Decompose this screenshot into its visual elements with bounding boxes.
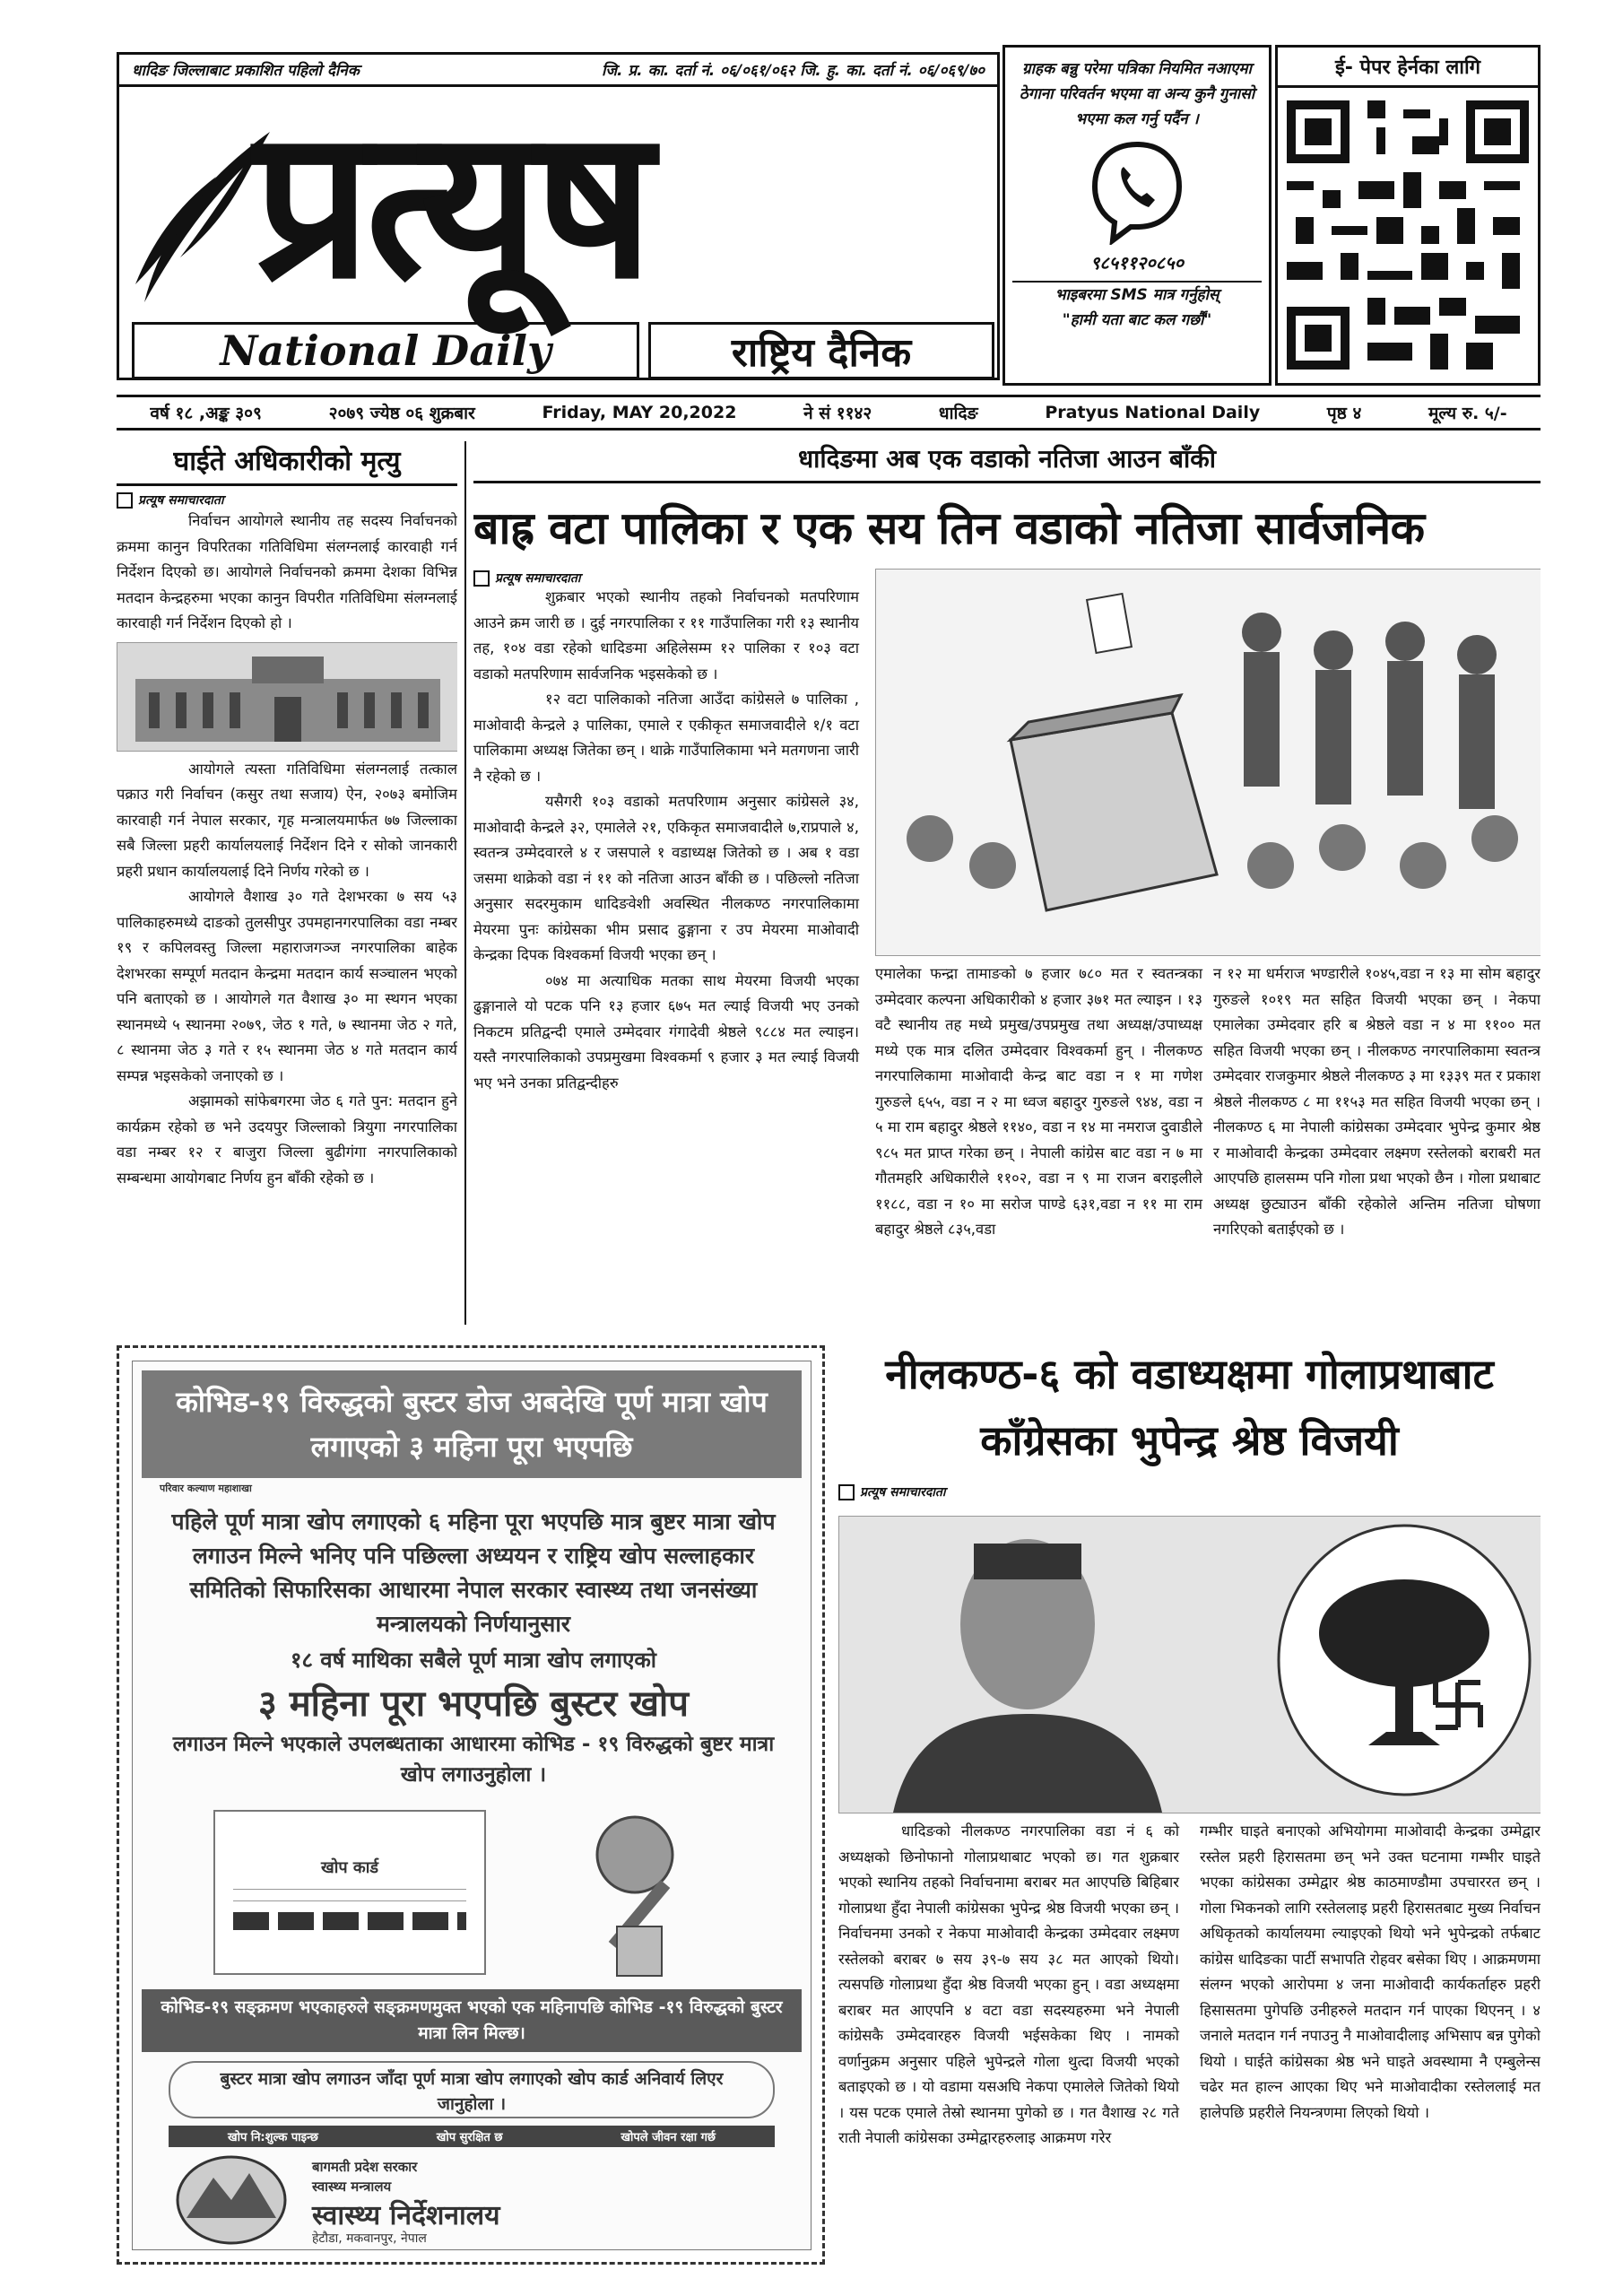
vaccine-card [213, 1810, 486, 1975]
main-col-1 [473, 585, 859, 1096]
left-para-3: आयोगले वैशाख ३० गते देशभरका ७ सय ५३ पालिकाहरुमध्ये दाङको तुलसीपुर उपमहानगरपालिका वडा नम्बर १९ र कपिलवस्तु जिल्ला महाराजगञ्ज नगरपालिका बाहेक देशभरका सम्पूर्ण मतदान केन्द्रमा मतदान कार्य सञ्चालन भएको पनि बताएको छ । आयोगले गत वैशाख ३० मा स्थगन भएका स्थानमध्ये ५ स्थानमा २०७९, जेठ १ गते, ७ स्थानमा जेठ २ गते, ८ स्थानमा जेठ ३ गते र १५ स्थानमा जेठ ४ गते मतदान कार्य सम्पन्न भइसकेको जनाएको छ । [117, 888, 457, 1084]
english-name: National Daily [132, 322, 639, 379]
dateline-english-date: Friday, MAY 20,2022 [542, 403, 737, 422]
main-kicker: धादिङमा अब एक वडाको नतिजा आउन बाँकी [473, 441, 1541, 483]
left-para-2: आयोगले त्यस्ता गतिविधिमा संलग्नलाई तत्काल पक्राउ गरी निर्वाचन (कसुर तथा सजाय) ऐन, २०७३ बमोजिम कारवाही गर्न नेपाल सरकार, गृह मन्त्रालयमार्फत ७७ जिल्लाका सबै जिल्ला प्रहरी कार्यालयलाई निर्देशन दिने र सोको जानकारी प्रहरी प्रधान कार्यालयलाई दिने निर्णय गरेको छ । [117, 760, 457, 880]
viber-sms: भाइबरमा SMS मात्र गर्नुहोस् [1012, 281, 1262, 308]
qr-code-icon [1287, 100, 1529, 370]
main-para-1: शुक्रबार भएको स्थानीय तहको निर्वाचनको मतपरिणाम आउने क्रम जारी छ । दुई नगरपालिका र ११ गाउँपालिका गरी १३ स्थानीय तह, १०४ वडा रहेको धादिङमा अहिलेसम्म १२ पालिका र १०३ वटा वडाको मतपरिणाम सार्वजनिक भइसकेको छ । [473, 588, 859, 683]
candidate-photo [838, 1516, 1541, 1813]
masthead [117, 84, 1000, 380]
covid-ad-body3: ३ महिना पूरा भएपछि बुस्टर खोप [257, 1683, 690, 1725]
main-para-3: यसैगरी १०३ वडाको मतपरिणाम अनुसार कांग्रेसले ३४, माओवादी केन्द्रले ३२, एमालेले २१, एकिकृत समाजवादीले ७,राप्रपाले ४, स्वतन्त्र उम्मेदवारले ४ र जसपाले १ वडाध्यक्ष जितेको छ । अब १ वडा जसमा थाक्रेको वडा नं ११ को नतिजा आउन बाँकी छ । पछिल्लो नतिजा अनुसार सदरमुकाम धादिङवेशी अवस्थित नीलकण्ठ नगरपालिकामा मेयरमा पुनः कांग्रेसका भीम प्रसाद ढुङ्गाना र उप मेयरमा माओवादी केन्द्रका दिपक विश्वकर्मा विजयी भएका छन् । [473, 793, 859, 963]
right-headline-2: काँग्रेसका भुपेन्द्र श्रेष्ठ विजयी [980, 1416, 1399, 1465]
dateline-volume: वर्ष १८ ,अङ्क ३०९ [150, 404, 262, 423]
building-photo [117, 642, 457, 752]
main-para-2: १२ वटा पालिकाको नतिजा आउँदा कांग्रेसले ७ पालिका , माओवादी केन्द्रले ३ पालिका, एमाले र एकीकृत समाजवादीले १/१ वटा पालिकामा अध्यक्ष जितेका छन् । थाक्रे गाउँपालिकामा भने मतगणना जारी नै रहेको छ । [473, 691, 859, 785]
dateline-brand: Pratyus National Daily [1045, 403, 1261, 422]
dateline [117, 395, 1541, 430]
square-box-icon [838, 1484, 855, 1500]
vaccine-card-label: खोप कार्ड [321, 1858, 378, 1877]
main-col-3: न १२ मा धर्मराज भण्डारीले १०४५,वडा न १३ मा सोम बहादुर गुरुङले १०१९ मत सहित विजयी भएका छन् । नेकपा एमालेका उम्मेदवार हरि ब श्रेष्ठले वडा न ४ मा ११०० मत सहित विजयी भएका छन् । नीलकण्ठ नगरपालिकामा स्वतन्त्र उम्मेदवार राजकुमार श्रेष्ठले नीलकण्ठ ३ मा १३३९ मत र प्रकाश श्रेष्ठले नीलकण्ठ ८ मा ११५३ मत सहित विजयी भएका छन् । नीलकण्ठ ६ मा नेपाली कांग्रेसका उम्मेदवार भुपेन्द्र कुमार श्रेष्ठ र माओवादी केन्द्रका उम्मेदवार लक्ष्मण रस्तेलको बराबरी मत आएपछि हालसम्म पनि गोला प्रथा भएको छैन । गोला प्रथाबाट अध्यक्ष छुट्याउन बाँकी रहेकोले अन्तिम नतिजा घोषणा नगरिएको बताईएको छ । [1213, 965, 1541, 1238]
covid-ad-banner: कोभिड-१९ विरुद्धको बुस्टर डोज अबदेखि पूर्ण मात्रा खोप लगाएको ३ महिना पूरा भएपछि [142, 1370, 802, 1478]
dateline-price: मूल्य रु. ५/- [1428, 404, 1507, 423]
dateline-number: ने सं ११४२ [803, 404, 872, 423]
dateline-nepali-date: २०७९ ज्येष्ठ ०६ शुक्रबार [328, 404, 475, 423]
covid-ad-dark: कोभिड-१९ सङ्क्रमण भएकाहरुले सङ्क्रमणमुक्त भएको एक महिनापछि कोभिड -१९ विरुद्धको बुस्टर मात्रा लिन मिल्छ। [142, 1989, 802, 2052]
left-article [117, 441, 457, 1325]
main-byline: प्रत्यूष समाचारदाता [473, 570, 1541, 587]
phone-icon [1088, 137, 1186, 245]
covid-ad-footer [169, 2126, 775, 2147]
viber-slogan: "हामी यता बाट कल गर्छौं" [1062, 311, 1212, 329]
office-name: स्वास्थ्य निर्देशनालय [312, 2200, 500, 2231]
left-headline: घाईते अधिकारीको मृत्यु [117, 441, 457, 486]
main-headline: बाह्र वटा पालिका र एक सय तिन वडाको नतिजा सार्वजनिक [473, 502, 1425, 554]
tree-icon [1306, 1566, 1503, 1763]
footer-item-1: खोप नि:शुल्क पाइन्छ [227, 2131, 318, 2144]
viber-phone: ९८५११२०८५० [1090, 252, 1184, 274]
column-divider [464, 441, 466, 1325]
footer-item-2: खोप सुरक्षित छ [436, 2131, 503, 2144]
covid-ad-org: परिवार कल्याण महाशाखा [160, 1483, 252, 1494]
right-article [838, 1345, 1541, 2269]
office-line2: स्वास्थ्य मन्त्रालय [312, 2179, 392, 2195]
office-addr: हेटौडा, मकवानपुर, नेपाल [312, 2231, 427, 2246]
viber-box [1002, 45, 1271, 386]
building-image [117, 643, 457, 751]
main-article [473, 441, 1541, 1329]
masthead-topline [117, 52, 1000, 84]
left-byline: प्रत्यूष समाचारदाता [117, 491, 457, 509]
election-illustration [875, 569, 1541, 956]
office-line1: बागमती प्रदेश सरकार [312, 2159, 418, 2175]
right-col-1: धादिङको नीलकण्ठ नगरपालिका वडा नं ६ को अध्यक्षको छिनोफानो गोलाप्रथाबाट भएको छ। गत शुक्रबार भएको स्थानिय तहको निर्वाचनामा बराबर मत आएपछि बिहिबार गोलाप्रथा हुँदा नेपाली कांग्रेसका भुपेन्द्र श्रेष्ठ विजयी भएका छन् । निर्वाचनमा उनको र नेकपा माओवादी केन्द्रका उम्मेदवार लक्ष्मण रस्तेलको बराबर ७ सय ३९-७ सय ३८ मत आएको थियो। त्यसपछि गोलाप्रथा हुँदा श्रेष्ठ विजयी भएका हुन् । वडा अध्यक्षमा बराबर मत आएपनि ४ वटा वडा सदस्यहरुमा भने नेपाली कांग्रेसकै उम्मेदवारहरु विजयी भईसकेका थिए । नामको वर्णानुक्रम अनुसार पहिले भुपेन्द्रले गोला थुत्दा विजयी भएको बताइएको छ । यो वडामा यसअघि नेकपा एमालेले जितेको थियो । यस पटक एमाले तेस्रो स्थानमा पुगेको छ । गत वैशाख २८ गते राती नेपाली कांग्रेसका उम्मेद्वारहरुलाइ आक्रमण गरेर [838, 1822, 1179, 2146]
covid-ad-body2: १८ वर्ष माथिका सबैले पूर्ण मात्रा खोप लगाएको [290, 1648, 657, 1673]
viber-text: ग्राहक बन्नु परेमा पत्रिका नियमित नआएमा ठेगाना परिवर्तन भएमा वा अन्य कुनै गुनासो भएमा कल गर्नु पर्दैन । [1019, 60, 1255, 128]
left-para-4: अझामको सांफेबगरमा जेठ ६ गते पुन: मतदान हुने कार्यक्रम रहेको छ भने उदयपुर जिल्लाको त्रियुगा नगरपालिका वडा नम्बर १२ र बाजुरा जिल्ला बुढीगंगा नगरपालिकाको सम्बन्धमा आयोगबाट निर्णय हुन बाँकी रहेको छ । [117, 1092, 457, 1187]
covid-ad-note: बुस्टर मात्रा खोप लगाउन जाँदा पूर्ण मात्रा खोप लगाएको खोप कार्ड अनिवार्य लिएर जानुहोला । [169, 2061, 775, 2118]
covid-ad [117, 1345, 825, 2265]
topline-left: धादिङ जिल्लाबाट प्रकाशित पहिलो दैनिक [132, 62, 360, 80]
covid-ad-body4: लगाउन मिल्ने भएकाले उपलब्धताका आधारमा कोभिड - १९ विरुद्धको बुष्टर मात्रा खोप लगाउनुहोला । [172, 1733, 775, 1787]
nepali-name: राष्ट्रिय दैनिक [648, 322, 994, 379]
right-byline: प्रत्यूष समाचारदाता [838, 1483, 1541, 1500]
dateline-location: धादिङ [938, 404, 978, 423]
epaper-title: ई- पेपर हेर्नका लागि [1278, 48, 1538, 88]
square-box-icon [473, 570, 490, 587]
ballot-box-illustration [876, 570, 1541, 955]
main-para-4: ०७४ मा अत्याधिक मतका साथ मेयरमा विजयी भएका ढुङ्गानाले यो पटक पनि १३ हजार ६७५ मत ल्याई विजयी भए उनको निकटम प्रतिद्वन्दी एमाले उम्मेदवार गंगादेवी श्रेष्ठले ९८८४ मत ल्याइन। यस्तै नगरपालिकाको उपप्रमुखमा विश्वकर्मा ९ हजार ३ मत ल्याई विजयी भए भने उनका प्रतिद्वन्दीहरु [473, 971, 859, 1091]
right-headline-1: नीलकण्ठ-६ को वडाध्यक्षमा गोलाप्रथाबाट [885, 1350, 1494, 1398]
footer-item-3: खोपले जीवन रक्षा गर्छ [621, 2131, 716, 2144]
topline-right: जि. प्र. का. दर्ता नं. ०६/०६१/०६२ जि. हु. का. दर्ता नं. ०६/०६९/७० [602, 62, 985, 80]
nepal-emblem-icon [169, 2151, 294, 2249]
main-col-2: एमालेका फन्द्रा तामाङको ७ हजार ७८० मत र स्वतन्त्रका उम्मेदवार कल्पना अधिकारीको ४ हजार ३७१ मत ल्याइन । १३ वटै स्थानीय तह मध्ये प्रमुख/उपप्रमुख तथा अध्यक्ष/उपाध्यक्ष मध्ये एक मात्र दलित उम्मेदवार विश्वकर्मा हुन् । नीलकण्ठ नगरपालिकामा माओवादी केन्द्र बाट वडा न १ मा गणेश गुरुङले ६५५, वडा न २ मा ध्वज बहादुर गुरुङले ९४४, वडा न ५ मा राम बहादुर श्रेष्ठले ११४०, वडा न १४ मा नमराज दुवाडीले ९८५ मत प्राप्त गरेका छन् । नेपाली कांग्रेस बाट वडा न ७ मा गौतमहरि अधिकारीले ११०२, वडा न ९ मा राजन बराइलीले ११८८, वडा न १० मा सरोज पाण्डे ६३१,वडा न ११ मा राम बहादुर श्रेष्ठले ८३५,वडा [875, 965, 1202, 1238]
syringe-icon [545, 1801, 725, 1980]
covid-ad-body1: पहिले पूर्ण मात्रा खोप लगाएको ६ महिना पूरा भएपछि मात्र बुष्टर मात्रा खोप लगाउन मिल्ने भनिए पनि पछिल्ला अध्ययन र राष्ट्रिय खोप सल्लाहकार समितिको सिफारिसका आधारमा नेपाल सरकार स्वास्थ्य तथा जनसंख्या मन्त्रालयको निर्णयानुसार [171, 1509, 776, 1637]
logo-title: प्रत्यूष [254, 83, 648, 325]
right-col-2: गम्भीर घाइते बनाएको अभियोगमा माओवादी केन्द्रका उम्मेद्वार रस्तेल प्रहरी हिरासतमा छन् भने उक्त घटनामा गम्भीर घाइते भएका कांग्रेसका उम्मेद्वार श्रेष्ठ काठमाण्डौमा उपचाररत छन् । गोला भिकनको लागि रस्तेललाइ प्रहरी हिरासतबाट मुख्य निर्वाचन अधिकृतको कार्यालयमा ल्याइएको थियो भने भुपेन्द्रको तर्फबाट कांग्रेस धादिङका पार्टी सभापति रोहवर बसेका थिए । आक्रमणमा संलग्न भएको आरोपमा ४ जना माओवादी कार्यकर्ताहरु प्रहरी हिसासतमा पुगेपछि उनीहरुले मतदान गर्न पाएका थिएनन् । ४ जनाले मतदान गर्न नपाउनु नै माओवादीलाइ अभिसाप बन्न पुगेको थियो । घाईते कांग्रेसका श्रेष्ठ भने घाइते अवस्थामा नै एम्बुलेन्स चढेर मत हाल्न आएका थिए भने माओवादीका रस्तेललाई मत हालेपछि प्रहरीले नियन्त्रणमा लिएको थियो । [1200, 1822, 1541, 2121]
dateline-pages: पृष्ठ ४ [1326, 404, 1362, 423]
square-box-icon [117, 492, 133, 509]
left-para-1: निर्वाचन आयोगले स्थानीय तह सदस्य निर्वाचनको क्रममा कानुन विपरितका गतिविधिमा संलग्नलाई कारवाही गर्न निर्देशन दिएको छ। आयोगले निर्वाचनको क्रममा देशका विभिन्न मतदान केन्द्रहरुमा भएका कानुन विपरीत गतिविधिमा संलग्नलाई कारवाही गर्न निर्देशन दिएको हो । [117, 512, 457, 631]
epaper-box [1275, 45, 1541, 386]
covid-ad-inner [132, 1361, 812, 2250]
